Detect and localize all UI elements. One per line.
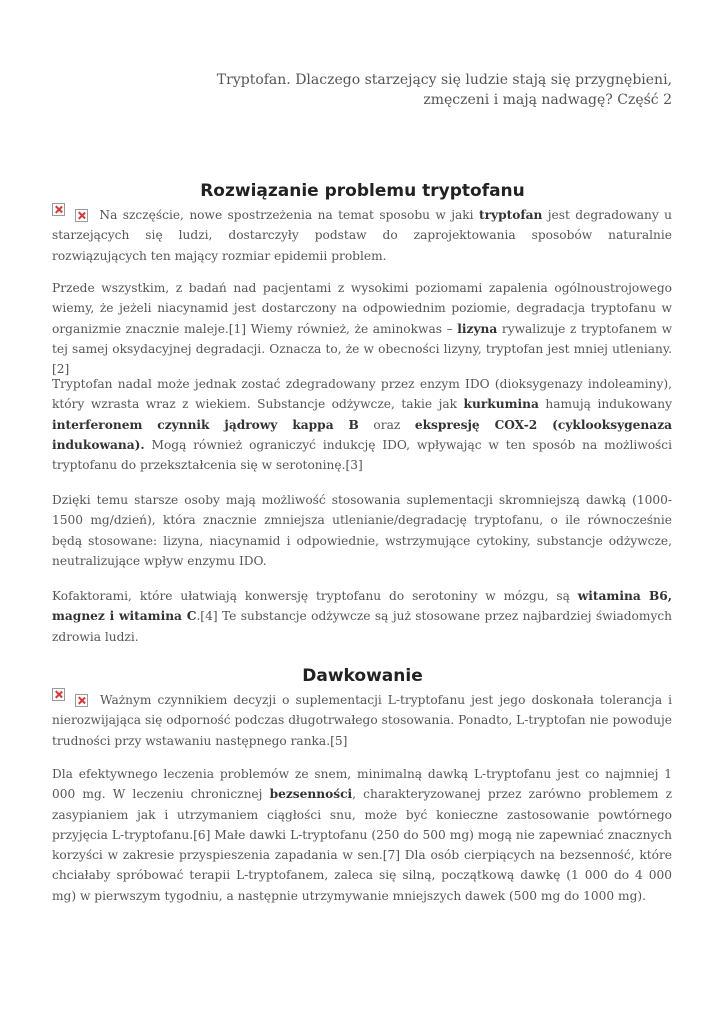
paragraph-solution-intro: Na szczęście, nowe spostrzeżenia na temat sposobu w jaki tryptofan jest degradowany u starzejących się ludzi, dostarczyły podstaw do zaprojektowania sposobów naturalnie rozwiązujących ten mający rozmiar epidemii problem. bbox=[52, 203, 672, 266]
paragraph-cofactors: Kofaktorami, które ułatwiają konwersję tryptofanu do serotoniny w mózgu, są witamina B6, magnez i witamina C.[4] Te substancje odżywcze są już stosowane przez najbardziej świadomych zdrowia ludzi. bbox=[52, 589, 673, 644]
broken-image-icon bbox=[52, 203, 65, 216]
section-heading-dosage: Dawkowanie bbox=[302, 666, 423, 686]
section-heading-solution: Rozwiązanie problemu tryptofanu bbox=[200, 181, 525, 201]
paragraph-sleep-dosage: Dla efektywnego leczenia problemów ze snem, minimalną dawką L-tryptofanu jest co najmniej 1 000 mg. W leczeniu chronicznej bezsenności, charakteryzowanej przez zarówno problemem z zasypianiem jak i utrzymaniem ciągłości snu, może być konieczne zastosowanie powtórnego przyjęcia L-tryptofanu.[6] Małe dawki L-tryptofanu (250 do 500 mg) mogą nie zapewniać znacznych korzyści w zakresie przyspieszenia zapadania w sen.[7] Dla osób cierpiących na bezsenność, które chciałaby spróbować terapii L-tryptofanem, zaleca się silną, początkową dawkę (1 000 do 4 000 mg) w pierwszym tygodniu, a następnie utrzymywanie mniejszych dawek (500 mg do 1000 mg). bbox=[52, 767, 673, 903]
paragraph-supplementation-dose: Dzięki temu starsze osoby mają możliwość stosowania suplementacji skromniejszą dawką (1000-1500 mg/dzień), która znacznie zmniejsza utlenianie/degradację tryptofanu, o ile równocześnie będą stosowane: lizyna, niacynamid i odpowiednie, wstrzymujące cytokiny, substancje odżywcze, neutralizujące wpływ enzymu IDO. bbox=[52, 493, 672, 568]
broken-image-icon bbox=[75, 209, 88, 222]
document-title-line-1: Tryptofan. Dlaczego starzejący się ludzie stają się przygnębieni, bbox=[216, 72, 672, 88]
paragraph-niacinamide-lysine: Przede wszystkim, z badań nad pacjentami z wysokimi poziomami zapalenia ogólnoustrojowego wiemy, że jeżeli niacynamid jest dostarczony na odpowiednim poziomie, degradacja tryptofanu w organizmie znacznie maleje.[1] Wiemy również, że aminokwas – lizyna rywalizuje z tryptofanem w tej samej oksydacyjnej degradacji. Oznacza to, że w obecności lizyny, tryptofan jest mniej utleniany.[2] bbox=[52, 281, 673, 377]
broken-image-icon bbox=[75, 694, 88, 707]
paragraph-tolerance: Ważnym czynnikiem decyzji o suplementacji L-tryptofanu jest jego doskonała tolerancja i nierozwijająca się odporność podczas długotrwałego stosowania. Ponadto, L-tryptofan nie powoduje trudności przy wstawaniu następnego ranka.[5] bbox=[52, 688, 672, 751]
broken-image-icon bbox=[52, 688, 65, 701]
paragraph-ido-enzyme: Tryptofan nadal może jednak zostać zdegradowany przez enzym IDO (dioksygenazy indoleaminy), który wzrasta wraz z wiekiem. Substancje odżywcze, takie jak kurkumina hamują indukowany interferonem czynnik jądrowy kappa B oraz ekspresję COX-2 (cyklooksygenaza indukowana). Mogą również ograniczyć indukcję IDO, wpływając w ten sposób na możliwości tryptofanu do przekształcenia się w serotoninę.[3] bbox=[52, 377, 673, 473]
document-title bbox=[112, 70, 672, 110]
document-title-line-2: zmęczeni i mają nadwagę? Część 2 bbox=[423, 92, 672, 108]
